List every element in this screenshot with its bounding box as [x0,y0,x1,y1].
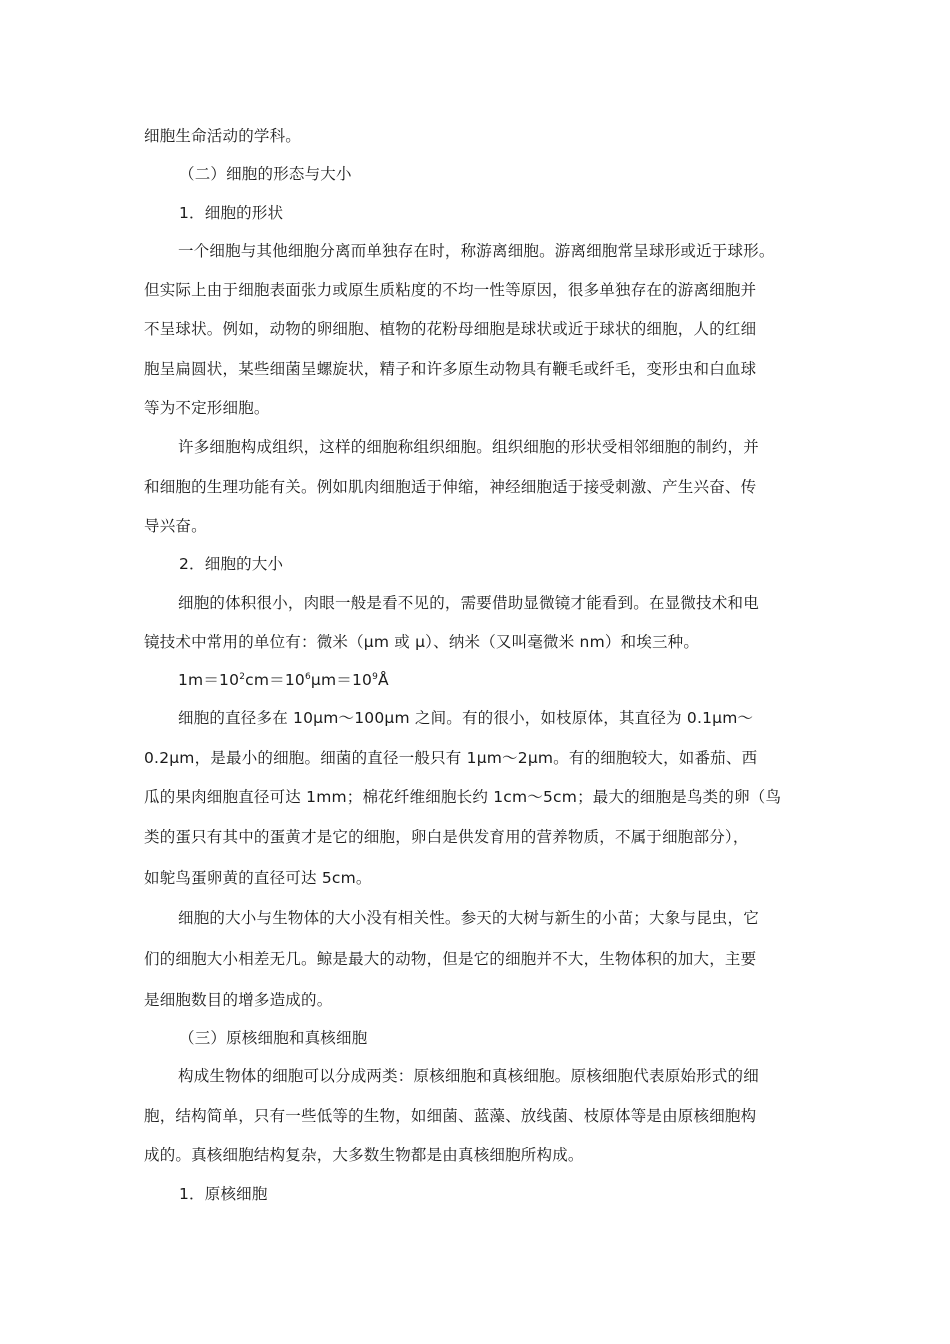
paragraph-line: 细胞生命活动的学科。 [144,127,302,145]
section-heading: （二）细胞的形态与大小 [179,165,352,183]
paragraph-line: 们的细胞大小相差无几。鲸是最大的动物，但是它的细胞并不大，生物体积的加大，主要 [144,950,757,968]
paragraph-line: 0.2μm，是最小的细胞。细菌的直径一般只有 1μm～2μm。有的细胞较大，如番茄、西 [144,749,758,767]
paragraph-line: 类的蛋只有其中的蛋黄才是它的细胞，卵白是供发育用的营养物质，不属于细胞部分）， [144,828,749,846]
formula-part: 1m＝10 [178,671,240,689]
formula-exponent: 9 [372,672,379,682]
section-heading: （三）原核细胞和真核细胞 [179,1029,368,1047]
subsection-heading: 1．原核细胞 [179,1185,268,1203]
paragraph-line: 许多细胞构成组织，这样的细胞称组织细胞。组织细胞的形状受相邻细胞的制约，并 [178,438,759,456]
paragraph-line: 构成生物体的细胞可以分成两类：原核细胞和真核细胞。原核细胞代表原始形式的细 [178,1067,759,1085]
paragraph-line: 成的。真核细胞结构复杂，大多数生物都是由真核细胞所构成。 [144,1146,584,1164]
paragraph-line: 导兴奋。 [144,517,207,535]
formula-exponent: 2 [239,672,246,682]
paragraph-line: 一个细胞与其他细胞分离而单独存在时，称游离细胞。游离细胞常呈球形或近于球形。 [178,242,775,260]
paragraph-line: 胞呈扁圆状，某些细菌呈螺旋状，精子和许多原生动物具有鞭毛或纤毛，变形虫和白血球 [144,360,757,378]
paragraph-line: 如鸵鸟蛋卵黄的直径可达 5cm。 [144,869,372,887]
formula-exponent: 6 [304,672,311,682]
paragraph-line: 瓜的果肉细胞直径可达 1mm；棉花纤维细胞长约 1cm～5cm；最大的细胞是鸟类的卵（鸟 [144,788,782,806]
paragraph-line: 不呈球状。例如，动物的卵细胞、植物的花粉母细胞是球状或近于球状的细胞，人的红细 [144,320,757,338]
paragraph-line: 和细胞的生理功能有关。例如肌肉细胞适于伸缩，神经细胞适于接受刺激、产生兴奋、传 [144,478,757,496]
paragraph-line: 细胞的体积很小，肉眼一般是看不见的，需要借助显微镜才能看到。在显微技术和电 [178,594,759,612]
paragraph-line: 等为不定形细胞。 [144,399,270,417]
subsection-heading: 2．细胞的大小 [179,555,284,573]
paragraph-line: 但实际上由于细胞表面张力或原生质粘度的不均一性等原因，很多单独存在的游离细胞并 [144,281,757,299]
formula-part: μm＝10 [310,671,373,689]
formula-line [178,670,389,690]
subsection-heading: 1．细胞的形状 [179,204,284,222]
paragraph-line: 镜技术中常用的单位有：微米（μm 或 μ）、纳米（又叫毫微米 nm）和埃三种。 [144,633,700,651]
paragraph-line: 胞，结构简单，只有一些低等的生物，如细菌、蓝藻、放线菌、枝原体等是由原核细胞构 [144,1107,757,1125]
paragraph-line: 是细胞数目的增多造成的。 [144,991,333,1009]
paragraph-line: 细胞的大小与生物体的大小没有相关性。参天的大树与新生的小苗；大象与昆虫，它 [178,909,759,927]
formula-part: Å [378,671,389,689]
paragraph-line: 细胞的直径多在 10μm～100μm 之间。有的很小，如枝原体，其直径为 0.1μm～ [178,709,754,727]
formula-part: cm＝10 [245,671,305,689]
